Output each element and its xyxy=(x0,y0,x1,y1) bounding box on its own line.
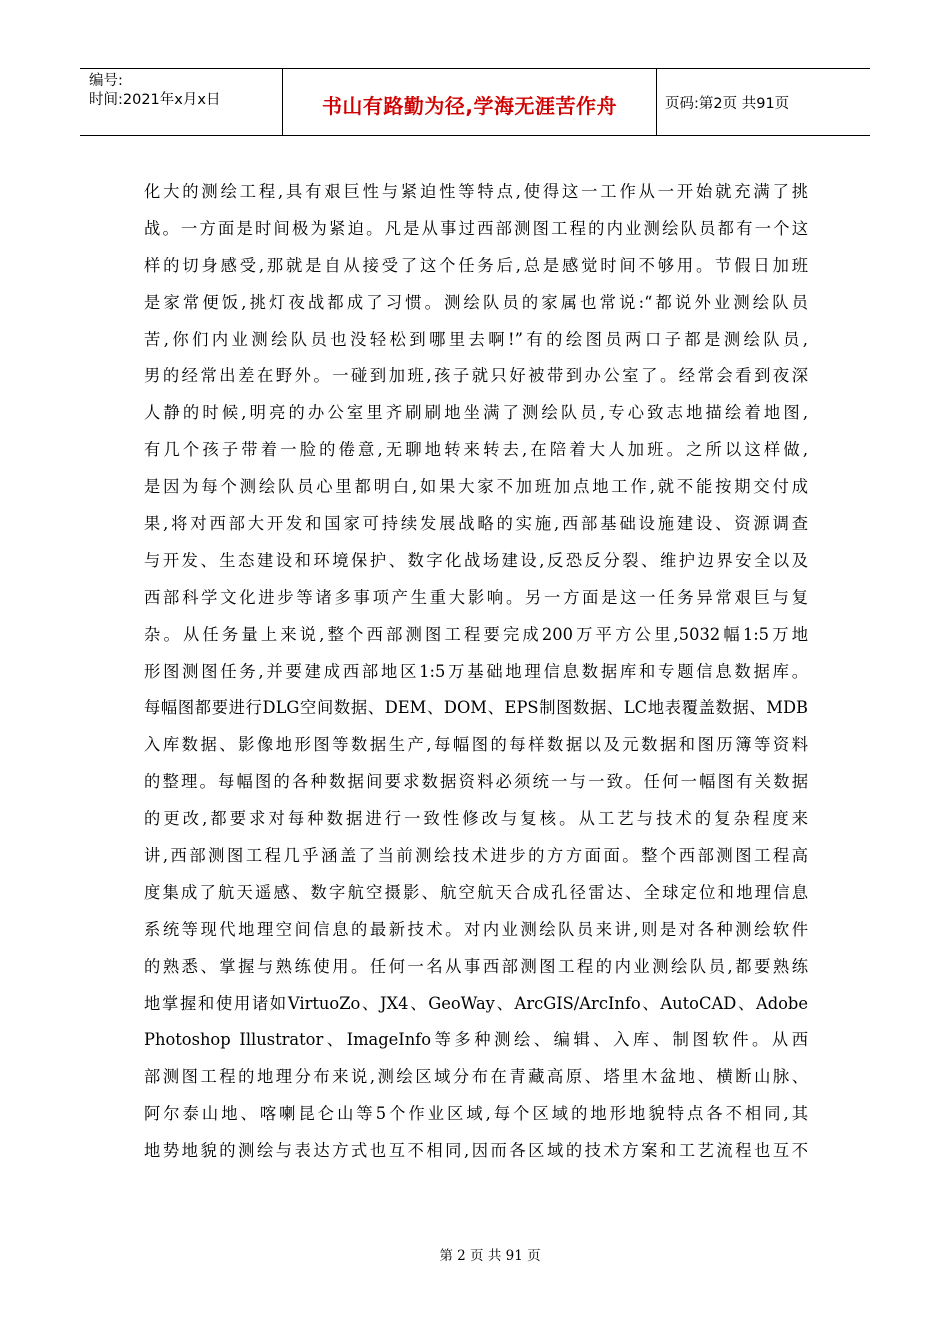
body-line: 有几个孩子带着一脸的倦意,无聊地转来转去,在陪着大人加班。之所以这样做, xyxy=(144,440,808,460)
body-text xyxy=(144,174,808,1170)
body-line: 度集成了航天遥感、数字航空摄影、航空航天合成孔径雷达、全球定位和地理信息 xyxy=(144,882,808,902)
body-line: 入库数据、影像地形图等数据生产,每幅图的每样数据以及元数据和图历簿等资料 xyxy=(144,735,808,755)
page-footer xyxy=(0,1244,950,1264)
body-line: 样的切身感受,那就是自从接受了这个任务后,总是感觉时间不够用。节假日加班 xyxy=(144,255,808,275)
body-line: Photoshop Illustrator、ImageInfo等多种测绘、编辑、入库、制图软件。从西 xyxy=(144,1030,808,1050)
body-line: 男的经常出差在野外。一碰到加班,孩子就只好被带到办公室了。经常会看到夜深 xyxy=(144,366,808,386)
body-line: 人静的时候,明亮的办公室里齐刷刷地坐满了测绘队员,专心致志地描绘着地图, xyxy=(144,403,808,423)
body-line: 地势地貌的测绘与表达方式也互不相同,因而各区域的技术方案和工艺流程也互不 xyxy=(144,1141,808,1161)
body-line: 的整理。每幅图的各种数据间要求数据资料必须统一与一致。任何一幅图有关数据 xyxy=(144,772,808,792)
body-line: 地掌握和使用诸如VirtuoZo、JX4、GeoWay、ArcGIS/ArcInfo、AutoCAD、Adobe xyxy=(144,993,808,1013)
body-line: 西部科学文化进步等诸多事项产生重大影响。另一方面是这一任务异常艰巨与复 xyxy=(144,587,808,607)
body-line: 是家常便饭,挑灯夜战都成了习惯。测绘队员的家属也常说:“都说外业测绘队员 xyxy=(144,292,808,312)
body-line: 部测图工程的地理分布来说,测绘区域分布在青藏高原、塔里木盆地、横断山脉、 xyxy=(144,1067,808,1087)
body-line: 的熟悉、掌握与熟练使用。任何一名从事西部测图工程的内业测绘队员,都要熟练 xyxy=(144,956,808,976)
body-line: 化大的测绘工程,具有艰巨性与紧迫性等特点,使得这一工作从一开始就充满了挑 xyxy=(144,182,808,201)
document-number-label: 编号: xyxy=(89,73,123,89)
body-line: 每幅图都要进行DLG空间数据、DEM、DOM、EPS制图数据、LC地表覆盖数据、MDB xyxy=(144,698,808,718)
header-meta-cell xyxy=(80,69,282,135)
body-line: 讲,西部测图工程几乎涵盖了当前测绘技术进步的方方面面。整个西部测图工程高 xyxy=(144,846,808,866)
body-line: 战。一方面是时间极为紧迫。凡是从事过西部测图工程的内业测绘队员都有一个这 xyxy=(144,218,808,238)
document-time-label: 时间:2021年x月x日 xyxy=(89,92,221,108)
body-line: 苦,你们内业测绘队员也没轻松到哪里去啊!”有的绘图员两口子都是测绘队员, xyxy=(144,329,808,349)
header-page-info: 页码:第2页 共91页 xyxy=(665,95,790,112)
body-line: 系统等现代地理空间信息的最新技术。对内业测绘队员来讲,则是对各种测绘软件 xyxy=(144,919,808,939)
body-line: 形图测图任务,并要建成西部地区1:5万基础地理信息数据库和专题信息数据库。 xyxy=(144,661,808,681)
body-line: 是因为每个测绘队员心里都明白,如果大家不加班加点地工作,就不能按期交付成 xyxy=(144,477,808,497)
body-line: 果,将对西部大开发和国家可持续发展战略的实施,西部基础设施建设、资源调查 xyxy=(144,514,808,534)
body-line: 杂。从任务量上来说,整个西部测图工程要完成200万平方公里,5032幅1:5万地 xyxy=(144,624,808,644)
body-line: 阿尔泰山地、喀喇昆仑山等5个作业区域,每个区域的地形地貌特点各不相同,其 xyxy=(144,1104,808,1124)
footer-page-number: 第 2 页 共 91 页 xyxy=(439,1248,541,1264)
page-header xyxy=(80,68,870,136)
body-line: 与开发、生态建设和环境保护、数字化战场建设,反恐反分裂、维护边界安全以及 xyxy=(144,550,808,570)
body-line: 的更改,都要求对每种数据进行一致性修改与复核。从工艺与技术的复杂程度来 xyxy=(144,809,808,829)
header-motto-cell xyxy=(282,69,657,135)
header-page-cell xyxy=(657,69,870,135)
header-motto: 书山有路勤为径,学海无涯苦作舟 xyxy=(321,93,618,118)
